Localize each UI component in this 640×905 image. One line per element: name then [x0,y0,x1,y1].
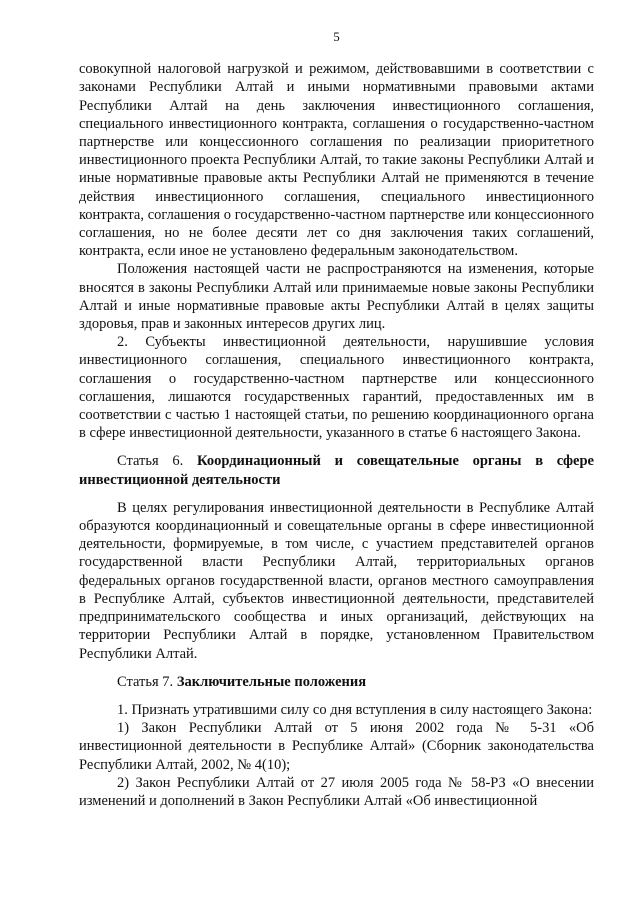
article-7-item-1: 1. Признать утратившими силу со дня вступления в силу настоящего Закона: [117,701,593,718]
article-7-title: Заключительные положения [176,673,367,690]
paragraph-exceptions: Положения настоящей части не распространяются на изменения, которые вносятся в законы Республики Алтай или принимаемые новые законы Республики Алтай и иные нормативные правовые акты Республики Алтай в целях защиты здоровья, прав и законных интересов других лиц. [79,261,594,333]
article-7-item-1-1: 1) Закон Республики Алтай от 5 июня 2002 года № 5-31 «Об инвестиционной деятельности в Республике Алтай» (Сборник законодательства Республики Алтай, 2002, № 4(10); [79,720,594,773]
document-page [79,28,594,810]
article-7-prefix: Статья 7. [117,673,177,690]
paragraph-part-2: 2. Субъекты инвестиционной деятельности, нарушившие условия инвестиционного соглашения, специального инвестиционного контракта, соглашения о государственно-частном партнерстве или концессионного соглашения, лишаются государственных гарантий, предоставленных им в соответствии с частью 1 настоящей статьи, по решению координационного органа в сфере инвестиционной деятельности, указанного в статье 6 настоящего Закона. [79,334,594,442]
article-6-title: Координационный и совещательные органы в сфере инвестиционной деятельности [79,453,594,488]
paragraph-continuation: совокупной налоговой нагрузкой и режимом, действовавшими в соответствии с законами Республики Алтай и иными нормативными правовыми актами Республики Алтай на день заключения инвестиционного соглашения, специального инвестиционного контракта, соглашения о государственно-частном партнерстве или концессионного соглашения по реализации приоритетного инвестиционного проекта Республики Алтай, то такие законы Республики Алтай и иные нормативные правовые акты Республики Алтай не применяются в течение действия инвестиционного соглашения, специального инвестиционного контракта, соглашения о государственно-частном партнерстве или концессионного соглашения, но не более десяти лет со дня заключения таких соглашений, контракта, если иное не установлено федеральным законодательством. [79,61,594,260]
page-number: 5 [333,29,340,44]
article-7-heading [79,673,594,691]
article-6-text: В целях регулирования инвестиционной деятельности в Республике Алтай образуются координационный и совещательные органы в сфере инвестиционной деятельности, формируемые, в том числе, с участием представителей органов государственной власти Республики Алтай, территориальных органов федеральных органов государственной власти, органов местного самоуправления в Республике Алтай, субъектов инвестиционной деятельности, представителей предпринимательского сообщества и иных организаций, действующих на территории Республики Алтай в порядке, установленном Правительством Республики Алтай. [79,499,594,662]
article-7-item-1-2: 2) Закон Республики Алтай от 27 июля 2005 года № 58-РЗ «О внесении изменений и дополнений в Закон Республики Алтай «Об инвестиционной [79,774,594,809]
article-6-heading [79,452,594,488]
article-6-prefix: Статья 6. [117,453,198,470]
